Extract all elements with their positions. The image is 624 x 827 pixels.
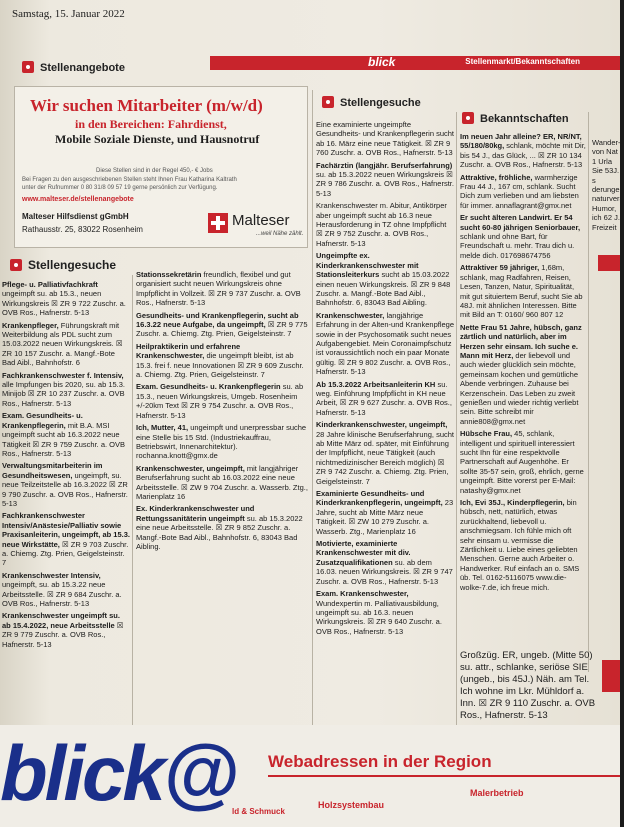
ad-text: warmherzige Frau 44 J., 167 cm, schlank. Sucht Dich zum verlieben und am liebsten für immer. annaflagrant@gmx.net: [460, 172, 579, 210]
classified-ad: [460, 132, 586, 170]
ad-text: ungeimpft und unerpressbar suche eine Stelle bis 15 Std. (Industriekauffrau, Betriebswirt, Innenarchitektur). rochanna.knott@gmx.de: [136, 423, 307, 461]
section-marker-icon: [10, 259, 22, 271]
ad-info3: unter der Rufnummer 0 80 31/8 09 57 19 gerne persönlich zur Verfügung.: [22, 185, 218, 191]
cut-off-text: naturvera: [592, 194, 624, 204]
blick-logo-large: blick@: [0, 729, 236, 817]
ad-text: schlank und ohne Bart, für Freundschaft u. mehr. Trau dich u. melde dich. 017698674756: [460, 232, 575, 260]
classified-ad: [316, 201, 454, 248]
ad-lead: Heilpraktikerin und erfahrene Krankenschwester,: [136, 341, 241, 361]
cut-off-text: von Nat: [592, 147, 618, 157]
classified-ad: [2, 280, 130, 318]
blick-logo-small: blick: [368, 55, 396, 69]
section-stellenangebote: Stellenangebote: [22, 61, 125, 79]
classified-ad: [316, 120, 454, 158]
ad-lead: Ab 15.3.2022 Arbeitsanleiterin KH: [316, 379, 436, 389]
ad-headline: Wir suchen Mitarbeiter (m/w/d): [30, 96, 263, 115]
ad-lead: Gesundheits- und Krankenpflegerin, sucht ab 16.3.22 neue Aufgabe, da ungeimpft,: [136, 310, 299, 330]
classified-ad: [460, 429, 586, 495]
ad-lead: Exam. Gesundheits- u. Krankenpflegerin,: [2, 411, 83, 430]
featured-ad: Großzüg. ER, ungeb. (Mitte 50) su. attr., schlanke, seriöse SIE (ungeb., bis 45J.) Näh. am Tel. Ich wohne im Lkr. Mühldorf a. Inn. ☒ ZR 9 110 Zuschr. a. OVB Ros., Hafnerstr. 5-13: [460, 650, 596, 721]
ad-text: 1,68m, schlank, mag Radfahren, Reisen, Lesen, Tanzen, Natur, Spiritualität, mit gut situiertem Beruf, sucht Sie ab 48J. mit ähnlichen Interessen. Bitte mit Bild an T: 0160/ 960 807 12: [460, 263, 583, 320]
classified-ad: [2, 461, 130, 508]
ad-lead: Attraktive, fröhliche,: [460, 172, 533, 182]
footer-rule: [268, 775, 620, 777]
section-bar: [210, 56, 620, 70]
classified-ad: [316, 251, 454, 307]
red-marker: [602, 660, 620, 692]
column-divider: [588, 112, 589, 672]
ad-text: ☒ ZR 9 779 Zuschr. a. OVB Ros., Hafnerstr. 5-13: [2, 620, 124, 649]
cut-off-text: ich 62 J.: [592, 213, 620, 223]
ad-lead: Examinierte Gesundheits- und Kinderkrankenpflegerin, ungeimpft,: [316, 489, 443, 508]
classified-ad: [2, 411, 130, 458]
ad-text: Wundexpertin m. Palliativausbildung, ungeimpft su. ab 16.3. neuen Wirkungskreis. ☒ ZR 9 640 Zuschr. a. OVB Ros., Hafnerstr. 5-13: [316, 598, 442, 636]
malteser-logo-sub: ...weil Nähe zählt.: [256, 231, 304, 237]
cut-off-text: Humor,: [592, 203, 617, 213]
ad-lead: Ich, Evi 35J., Kinderpflegerin,: [460, 498, 565, 508]
classified-ad: [460, 263, 586, 319]
ad-lead: Exam. Krankenschwester,: [316, 589, 409, 599]
ad-address: Rathausstr. 25, 83022 Rosenheim: [22, 225, 143, 234]
classified-ad: [460, 498, 586, 592]
section-marker-icon: [462, 112, 474, 124]
column-divider: [132, 275, 133, 725]
ad-lead: Krankenschwester,: [316, 310, 385, 320]
ad-lead: Kinderkrankenschwester, ungeimpft,: [316, 420, 448, 430]
cut-off-text: Wander-: [592, 138, 621, 147]
ad-text: su. ab 15.3., neuen Wirkungskreis, Umgeb. Rosenheim +/-20km Text ☒ ZR 9 754 Zuschr. a. OVB Ros., Hafnerstr. 5-13: [136, 382, 304, 420]
ad-lead: Exam. Gesundheits- u. Krankenpflegerin: [136, 382, 281, 392]
ad-lead: Fachärztin (langjähr. Berufserfahrung): [316, 160, 453, 170]
ad-line3: Mobile Soziale Dienste, und Hausnotruf: [55, 132, 260, 146]
ad-text: Krankenschwester m. Abitur, Antikörper aber ungeimpft sucht ab 16.3 neue Herausforderung in TZ ohne Impfpflicht ☒ ZR 9 752 Zuschr. a. OVB Ros., Hafnerstr. 5-13: [316, 201, 447, 248]
ad-text: langjährige Erfahrung in der Alten-und Krankenpflege sowie in der Psychosomatik sucht neues Aufgabengebiet. Mein Coronaimpfschutz ist voraussichtlich noch ein paar Monate gültig. ☒ ZR 9 802 Zuschr. a. OVB Ros., Hafnerstr. 5-13: [316, 310, 455, 377]
ad-info1: Diese Stellen sind in der Regel 450,- € Jobs: [96, 168, 213, 174]
ad-lead: Im neuen Jahr alleine? ER, NR/NT, 55/180/80kg,: [460, 132, 582, 151]
classified-ad: [460, 323, 586, 426]
ad-lead: Verwaltungsmitarbeiterin im Gesundheitswesen,: [2, 461, 103, 480]
section-marker-icon: [322, 96, 334, 108]
ad-text: ☒ ZR 9 703 Zuschr. a. Chiemg. Ztg. Prien, Geigelsteinstr. 7: [2, 539, 129, 568]
ad-lead: Krankenschwester Intensiv,: [2, 570, 101, 580]
classified-ad: [136, 464, 310, 502]
ad-lead: Hübsche Frau,: [460, 429, 513, 439]
classified-ad: [316, 420, 454, 486]
issue-date: Samstag, 15. Januar 2022: [12, 8, 125, 20]
webadressen-heading: Webadressen in der Region: [268, 752, 492, 771]
classifieds-column-1: [2, 280, 130, 725]
ad-lead: Fachkrankenschwester f. Intensiv,: [2, 370, 124, 380]
classified-ad: [316, 380, 454, 418]
malteser-cross-icon: [208, 213, 228, 233]
section-marker-icon: [22, 61, 34, 73]
classified-ad: [316, 539, 454, 586]
cut-off-text: 1 Urla: [592, 156, 613, 166]
classified-ad: [136, 504, 310, 551]
ad-text: Eine examinierte ungeimpfte Gesundheits- und Krankenpflegerin sucht ab 16. März eine neue Tätigkeit. ☒ ZR 9 760 Zuschr. a. OVB Ros., Hafnerstr. 5-13: [316, 120, 455, 158]
ad-lead: Ungeimpfte ex. Kinderkrankenschwester mit Stationsleiterkurs: [316, 251, 419, 280]
malteser-logo-text: Malteser: [232, 212, 290, 229]
cut-off-text: Freizeit: [592, 222, 617, 232]
ad-text: 28 Jahre klinische Berufserfahrung, sucht ab Mitte März od. später, mit Einführung der Impfpflicht, neue Tätigkeit (auch nichtmedizinischer Bereich möglich) ☒ ZR 9 742 Zuschr. a. Chiemg. Ztg. Prien, Geigelsteinstr. 7: [316, 429, 454, 486]
classified-ad: [316, 311, 454, 377]
classified-ad: [136, 342, 310, 380]
ad-text: ungeimpft, su. neue Teilzeitstelle ab 16.3.2022 ☒ ZR 9 790 Zuschr. a. OVB Ros., Hafnerstr. 5-13: [2, 470, 128, 508]
ad-text: Führungskraft mit Weiterbildung als PDL sucht zum 15.03.2022 neuen Wirkungskreis. ☒ ZR 10 157 Zuschr. a. Mangf.-Bote Bad Aibl., Bahnhofstr. 6: [2, 320, 123, 368]
ad-text: mit B.A. MSI ungeimpft sucht ab 16.3.2022 neue Tätigkeit ☒ ZR 9 759 Zuschr. a. OVB Ros., Hafnerstr. 5-13: [2, 420, 126, 458]
ad-lead: Er sucht älteren Landwirt. Er 54 sucht 60-80 jährigen Seniorbauer,: [460, 213, 581, 232]
section-bekanntschaften: Bekanntschaften: [462, 112, 569, 130]
ad-org: Malteser Hilfsdienst gGmbH: [22, 212, 129, 221]
classified-ad: [2, 611, 130, 649]
ad-text: ungeimpft, su. ab 15.3.22 neue Arbeitsstelle. ☒ ZR 9 684 Zuschr. a. OVB Ros., Hafnerstr. 5-13: [2, 580, 122, 608]
ad-text: sucht ab 15.03.2022 einen neuen Wirkungskreis. ☒ ZR 9 848 Zuschr. a. Mangf.-Bote Bad Aibl., Bahnhofstr. 6, 83043 Bad Aibling.: [316, 270, 451, 308]
ad-text: 23 Jahre, sucht ab Mitte März neue Tätigkeit. ☒ ZW 10 279 Zuschr. a. Wasserb. Ztg., Marienplatz 16: [316, 498, 454, 536]
classifieds-column-3: [316, 120, 454, 725]
ad-lead: Ich, Mutter, 41,: [136, 423, 189, 433]
classified-ad: [136, 382, 310, 420]
ad-info2: Bei Fragen zu den ausgeschriebenen Stellen steht Ihnen Frau Katharina Kaltrath: [22, 177, 237, 183]
ad-lead: Pflege- u. Palliativfachkraft: [2, 280, 98, 289]
ad-lead: Ex. Kinderkrankenschwester und Rettungssanitäterin ungeimpft: [136, 504, 255, 523]
footer-malerbetrieb: Malerbetrieb: [470, 788, 524, 798]
ad-lead: Nette Frau 51 Jahre, hübsch, ganz zärtlich und natürlich, aber im Herzen sehr einsam. Ich suche e. Mann mit Herz,: [460, 322, 582, 360]
ad-text: su. ab 15.3.2022 eine neue Arbeitsstelle. ☒ ZR 9 852 Zuschr. a. Mangf.-Bote Bad Aibl., Bahnhofstr. 6, 83043 Bad Aibling.: [136, 513, 303, 551]
classified-ad: [2, 511, 130, 567]
ad-lead: Fachkrankenschwester Intensiv/Anästesie/Palliativ sowie Praxisanleiterin, ungeimpft, ab 15.3. neue Wirkstätte,: [2, 511, 130, 549]
classified-ad: [460, 173, 586, 211]
section-bar-label: Stellenmarkt/Bekanntschaften: [465, 57, 580, 66]
section-stellengesuche-left: Stellengesuche: [10, 258, 116, 276]
classified-ad: [136, 270, 310, 308]
ad-lead: Krankenschwester, ungeimpft,: [136, 463, 245, 473]
ad-text: 45, schlank, intelligent und spirituell interessiert sucht Ihn für eine respektvolle Partnerschaft auf Augenhöhe. Er sollte 35-57 sein, groß, ehrlich, gerne ungeimpft. Bitte vorerst per E-Mail: natashy@gmx.net: [460, 429, 584, 495]
cut-off-text: derungen: [592, 185, 624, 195]
ad-text: ungeimpft su. ab 15.3., neuen Wirkungskreis ☒ ZR 9 722 Zuschr. a. OVB Ros., Hafnerstr. 5-13: [2, 289, 126, 318]
ad-line2: in den Bereichen: Fahrdienst,: [75, 117, 227, 131]
footer-holzsystembau: Holzsystembau: [318, 800, 385, 810]
classifieds-column-5: [592, 138, 624, 238]
ad-text: ☒ ZR 9 775 Zuschr. a. Chiemg. Ztg. Prien, Geigelsteinstr. 7: [136, 320, 308, 339]
ad-text: su. ab 15.3.2022 neuen Wirkungskreis ☒ ZR 9 786 Zuschr. a. OVB Ros., Hafnerstr. 5-13: [316, 170, 454, 198]
ad-text: su. weg. Einführung Impfpflicht in KH neue Arbeit, ☒ ZR 9 627 Zuschr. a. OVB Ros., Hafnerstr. 5-13: [316, 379, 452, 417]
classified-ad: [316, 489, 454, 536]
ad-lead: Krankenpfleger,: [2, 320, 59, 330]
cut-off-text: Sie 53J. s: [592, 166, 620, 185]
ad-text: schlank, möchte mit Dir, bis 54 J., das Glück, ... ☒ ZR 10 134 Zuschr. a. OVB Ros., Hafnerstr. 5-13: [460, 141, 586, 170]
ad-text: freundlich, flexibel und gut organisiert sucht neuen Wirkungskreis ohne Impfpflicht in Vollzeit. ☒ ZR 9 737 Zuschr. a. OVB Ros., Hafnerstr. 5-13: [136, 270, 301, 308]
ad-text: alle Impfungen bis 2020, su. ab 15.3. Minijob ☒ ZR 10 237 Zuschr. a. OVB Ros., Hafnerstr. 5-13: [2, 380, 126, 408]
classified-ad: [316, 161, 454, 199]
classified-ad: [136, 311, 310, 339]
column-divider: [456, 112, 457, 725]
ad-text: der liebevoll und auch wieder glücklich sein möchte, gemeinsam kochen und gemütliche Abende verbringen. Zuhause bei Kerzenschein. Das Leben zu zweit genießen und wieder richtig verliebt sein. Bitte schreibt mir annie808@gmx.net: [460, 350, 579, 426]
ad-lead: Attraktiver 59 jähriger,: [460, 263, 540, 273]
classified-ad: [2, 571, 130, 609]
classified-ad: [460, 213, 586, 260]
classified-ad: [136, 423, 310, 461]
ad-text: bin hübsch, nett, natürlich, etwas zurückhaltend, liebevoll u. anschmiegsam. Ich fühle mich oft sehr einsam u. vermisse die Zärtlichkeit u. Liebe eines geliebten Menschen. Gerne auch Arbeiter o. Handwerker. Ruf einfach an o. SMS üb. Tel. 0162-5116075 www.die-wolke-7.de, ich freue mich.: [460, 498, 580, 592]
ad-text: su. ab dem 16.03. neuen Wirkungskreis. ☒ ZR 9 747 Zuschr. a. OVB Ros., Hafnerstr. 5-13: [316, 557, 453, 586]
ad-lead: Krankenschwester ungeimpft su. ab 15.4.2022, neue Arbeitsstelle: [2, 611, 120, 630]
ad-text: mit langjähriger Berufserfahrung sucht ab 16.03.2022 eine neue Arbeitsstelle. ☒ ZW 9 704 Zuschr. a. Wasserb. Ztg., Marienplatz 16: [136, 463, 308, 501]
red-marker: [598, 255, 620, 271]
ad-lead: Stationssekretärin: [136, 270, 202, 279]
classifieds-column-2: [136, 270, 310, 725]
ad-url[interactable]: www.malteser.de/stellenangebote: [22, 196, 134, 203]
classified-ad: [316, 589, 454, 636]
section-stellengesuche-mid: Stellengesuche: [322, 96, 421, 114]
ad-text: die ungeimpft bleibt, ist ab 15.3. frei f. neue Innovationen ☒ ZR 9 609 Zuschr. a. Chiemg. Ztg. Prien, Geigelsteinstr. 7: [136, 351, 304, 380]
classifieds-column-4: [460, 132, 586, 652]
ad-lead: Motivierte, examinierte Krankenschwester mit div. Zusatzqualifikationen: [316, 539, 411, 567]
footer-schmuck: ld & Schmuck: [232, 807, 285, 816]
classified-ad: [2, 371, 130, 409]
classified-ad: [2, 321, 130, 368]
column-divider: [312, 90, 313, 725]
